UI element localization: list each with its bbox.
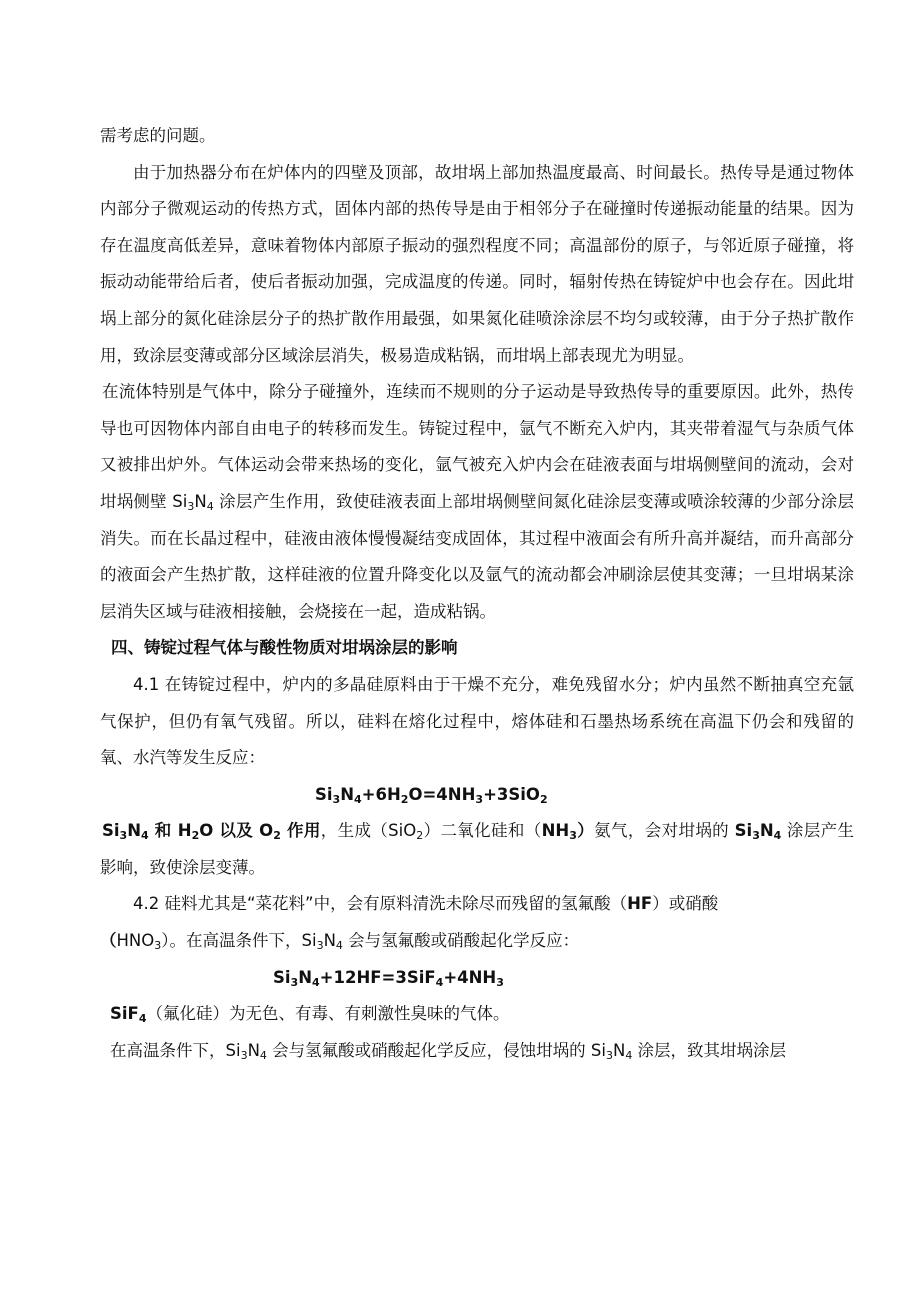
paragraph-reaction-effect bbox=[100, 813, 854, 886]
text-run: 4.2 硅料尤其是“菜花料”中，会有原料清洗未除尽而残留的氢氟酸（ bbox=[133, 894, 628, 914]
text-bold: O 以及 O bbox=[199, 821, 274, 841]
text-subscript: 2 bbox=[191, 829, 200, 843]
text-bold: N bbox=[127, 821, 142, 841]
text-run: HNO bbox=[116, 931, 155, 951]
paragraph-4-2 bbox=[100, 886, 854, 959]
section-heading bbox=[100, 630, 854, 667]
text-subscript: 2 bbox=[273, 829, 281, 843]
text-subscript: 3 bbox=[605, 1048, 613, 1062]
text-run: ，生成（SiO bbox=[320, 821, 417, 841]
text-bold: N bbox=[759, 821, 774, 841]
equation-subscript: 4 bbox=[354, 792, 362, 806]
equation-subscript: 4 bbox=[435, 975, 444, 989]
text-bold: 作用 bbox=[280, 821, 321, 841]
paragraph-heat-conduction bbox=[100, 155, 854, 375]
text-bold: ） bbox=[576, 821, 595, 841]
text-subscript: 3 bbox=[240, 1048, 248, 1062]
equation-part: N bbox=[340, 784, 355, 804]
text-bold: NH bbox=[541, 821, 570, 841]
text-run: 会与氢氟酸或硝酸起化学反应： bbox=[342, 931, 580, 951]
text-subscript: 3 bbox=[316, 939, 324, 953]
paragraph-high-temp bbox=[100, 1033, 854, 1070]
text-run: 涂层产生影响，致使涂层变薄。 bbox=[100, 821, 855, 877]
text-run: 会与氢氟酸或硝酸起化学反应，侵蚀坩埚的 Si bbox=[266, 1040, 606, 1060]
equation-hf-reaction bbox=[100, 960, 854, 997]
section-heading-text: 四、铸锭过程气体与酸性物质对坩埚涂层的影响 bbox=[111, 638, 458, 658]
equation-part: +3SiO bbox=[483, 784, 540, 804]
text-subscript: 4 bbox=[259, 1048, 267, 1062]
equation-part: Si bbox=[273, 967, 291, 987]
document-body bbox=[100, 118, 854, 1069]
equation-subscript: 3 bbox=[332, 792, 341, 806]
text-subscript: 3 bbox=[569, 829, 577, 843]
equation-part: N bbox=[298, 967, 313, 987]
text-run: N bbox=[323, 931, 336, 951]
text-subscript: 3 bbox=[154, 939, 162, 953]
text-bold: Si bbox=[734, 821, 753, 841]
text-subscript: 4 bbox=[335, 939, 343, 953]
equation-subscript: 3 bbox=[496, 975, 504, 989]
paragraph-text: 需考虑的问题。 bbox=[100, 126, 216, 145]
text-bold: Si bbox=[102, 821, 120, 841]
text-bold: HF bbox=[627, 894, 653, 914]
equation-hydrolysis bbox=[100, 777, 854, 814]
paragraph-text: 涂层产生作用，致使硅液表面上部坩埚侧壁间氮化硅涂层变薄或喷涂较薄的少部分涂层消失。而在长晶过程中，硅液由液体慢慢凝结变成固体，其过程中液面会有所升高并凝结，而升高部分的液面会产生热扩散，这样硅液的位置升降变化以及氩气的流动都会冲刷涂层使其变薄；一旦坩埚某涂层消失区域与硅液相接触，会烧接在一起，造成粘锅。 bbox=[100, 491, 855, 621]
equation-subscript: 2 bbox=[539, 792, 548, 806]
equation-part: Si bbox=[315, 784, 333, 804]
paragraph-continuation bbox=[100, 118, 854, 155]
equation-part: +12HF=3SiF bbox=[319, 967, 436, 987]
text-run: ）或硝酸 bbox=[652, 894, 719, 914]
text-subscript: 4 bbox=[625, 1048, 633, 1062]
paragraph-text: N bbox=[194, 491, 207, 511]
paragraph-4-1 bbox=[100, 667, 854, 777]
text-bold: SiF bbox=[110, 1004, 139, 1024]
text-run: ）二氧化硅和（ bbox=[423, 821, 542, 841]
equation-subscript: 3 bbox=[290, 975, 299, 989]
text-run: 涂层，致其坩埚涂层 bbox=[632, 1040, 787, 1060]
text-run: N bbox=[247, 1040, 260, 1060]
text-run: 氨气，会对坩埚的 bbox=[594, 821, 735, 841]
paragraph-text: 在流体特别是气体中，除分子碰撞外，连续而不规则的分子运动是导致热传导的重要原因。此外，热传导也可因物体内部自由电子的转移而发生。铸锭过程中，氩气不断充入炉内，其夹带着湿气与杂质气体又被排出炉外。气体运动会带来热场的变化，氩气被充入炉内会在硅液表面与坩埚侧壁间的流动，会对坩埚侧壁 Si bbox=[100, 382, 854, 511]
paragraph-fluid-conduction: 在流体特别是气体中，除分子碰撞外，连续而不规则的分子运动是导致热传导的重要原因。此外，热传导也可因物体内部自由电子的转移而发生。铸锭过程中，氩气不断充入炉内，其夹带着湿气与杂质气体又被排出炉外。气体运动会带来热场的变化，氩气被充入炉内会在硅液表面与坩埚侧壁间的流动，会对坩埚侧壁 $Si_3N_4$ 涂层产生作用，致使硅液表面上部坩埚侧壁间氮化硅涂层变薄或喷涂较薄的少部分涂层消失。而在长晶过程中，硅液由液体慢慢凝结变成固体，其过程中液面会有所升高并凝结，而升高部分的液面会产生热扩散，这样硅液的位置升降变化以及氩气的流动都会冲刷涂层使其变薄；一旦坩埚某涂层消失区域与硅液相接触，会烧接在一起，造成粘锅。 bbox=[100, 382, 855, 621]
text-run: ）。在高温条件下，Si bbox=[161, 931, 317, 951]
equation-subscript: 3 bbox=[475, 792, 484, 806]
equation-part: +4NH bbox=[443, 967, 497, 987]
text-run: （氟化硅）为无色、有毒、有刺激性臭味的气体。 bbox=[146, 1004, 510, 1024]
paragraph-sif4 bbox=[100, 996, 854, 1033]
equation-subscript: 2 bbox=[400, 792, 409, 806]
text-bold: 和 H bbox=[148, 821, 192, 841]
text-bold: （ bbox=[100, 931, 117, 951]
text-subscript: 4 bbox=[138, 1012, 147, 1026]
text-subscript: 3 bbox=[752, 829, 760, 843]
equation-subscript: 4 bbox=[312, 975, 320, 989]
text-run: N bbox=[612, 1040, 626, 1060]
text-subscript: 4 bbox=[773, 829, 782, 843]
text-subscript: 2 bbox=[416, 829, 424, 843]
equation-part: O=4NH bbox=[408, 784, 476, 804]
paragraph-text: 4.1 在铸锭过程中，炉内的多晶硅原料由于干燥不充分，难免残留水分；炉内虽然不断抽真空充氩气保护，但仍有氧气残留。所以，硅料在熔化过程中，熔体硅和石墨热场系统在高温下仍会和残留的氧、水汽等发生反应： bbox=[100, 674, 854, 768]
text-subscript: 3 bbox=[119, 829, 128, 843]
equation-part: +6H bbox=[361, 784, 401, 804]
text-run: 在高温条件下，Si bbox=[110, 1040, 241, 1060]
paragraph-text: 由于加热器分布在炉体内的四壁及顶部，故坩埚上部加热温度最高、时间最长。热传导是通过物体内部分子微观运动的传热方式，固体内部的热传导是由于相邻分子在碰撞时传递振动能量的结果。因为存在温度高低差异，意味着物体内部原子振动的强烈程度不同；高温部份的原子，与邻近原子碰撞，将振动动能带给后者，使后者振动加强，完成温度的传递。同时，辐射传热在铸锭炉中也会存在。因此坩埚上部分的氮化硅涂层分子的热扩散作用最强，如果氮化硅喷涂涂层不均匀或较薄，由于分子热扩散作用，致涂层变薄或部分区域涂层消失，极易造成粘锅，而坩埚上部表现尤为明显。 bbox=[100, 162, 854, 365]
text-subscript: 4 bbox=[141, 829, 149, 843]
